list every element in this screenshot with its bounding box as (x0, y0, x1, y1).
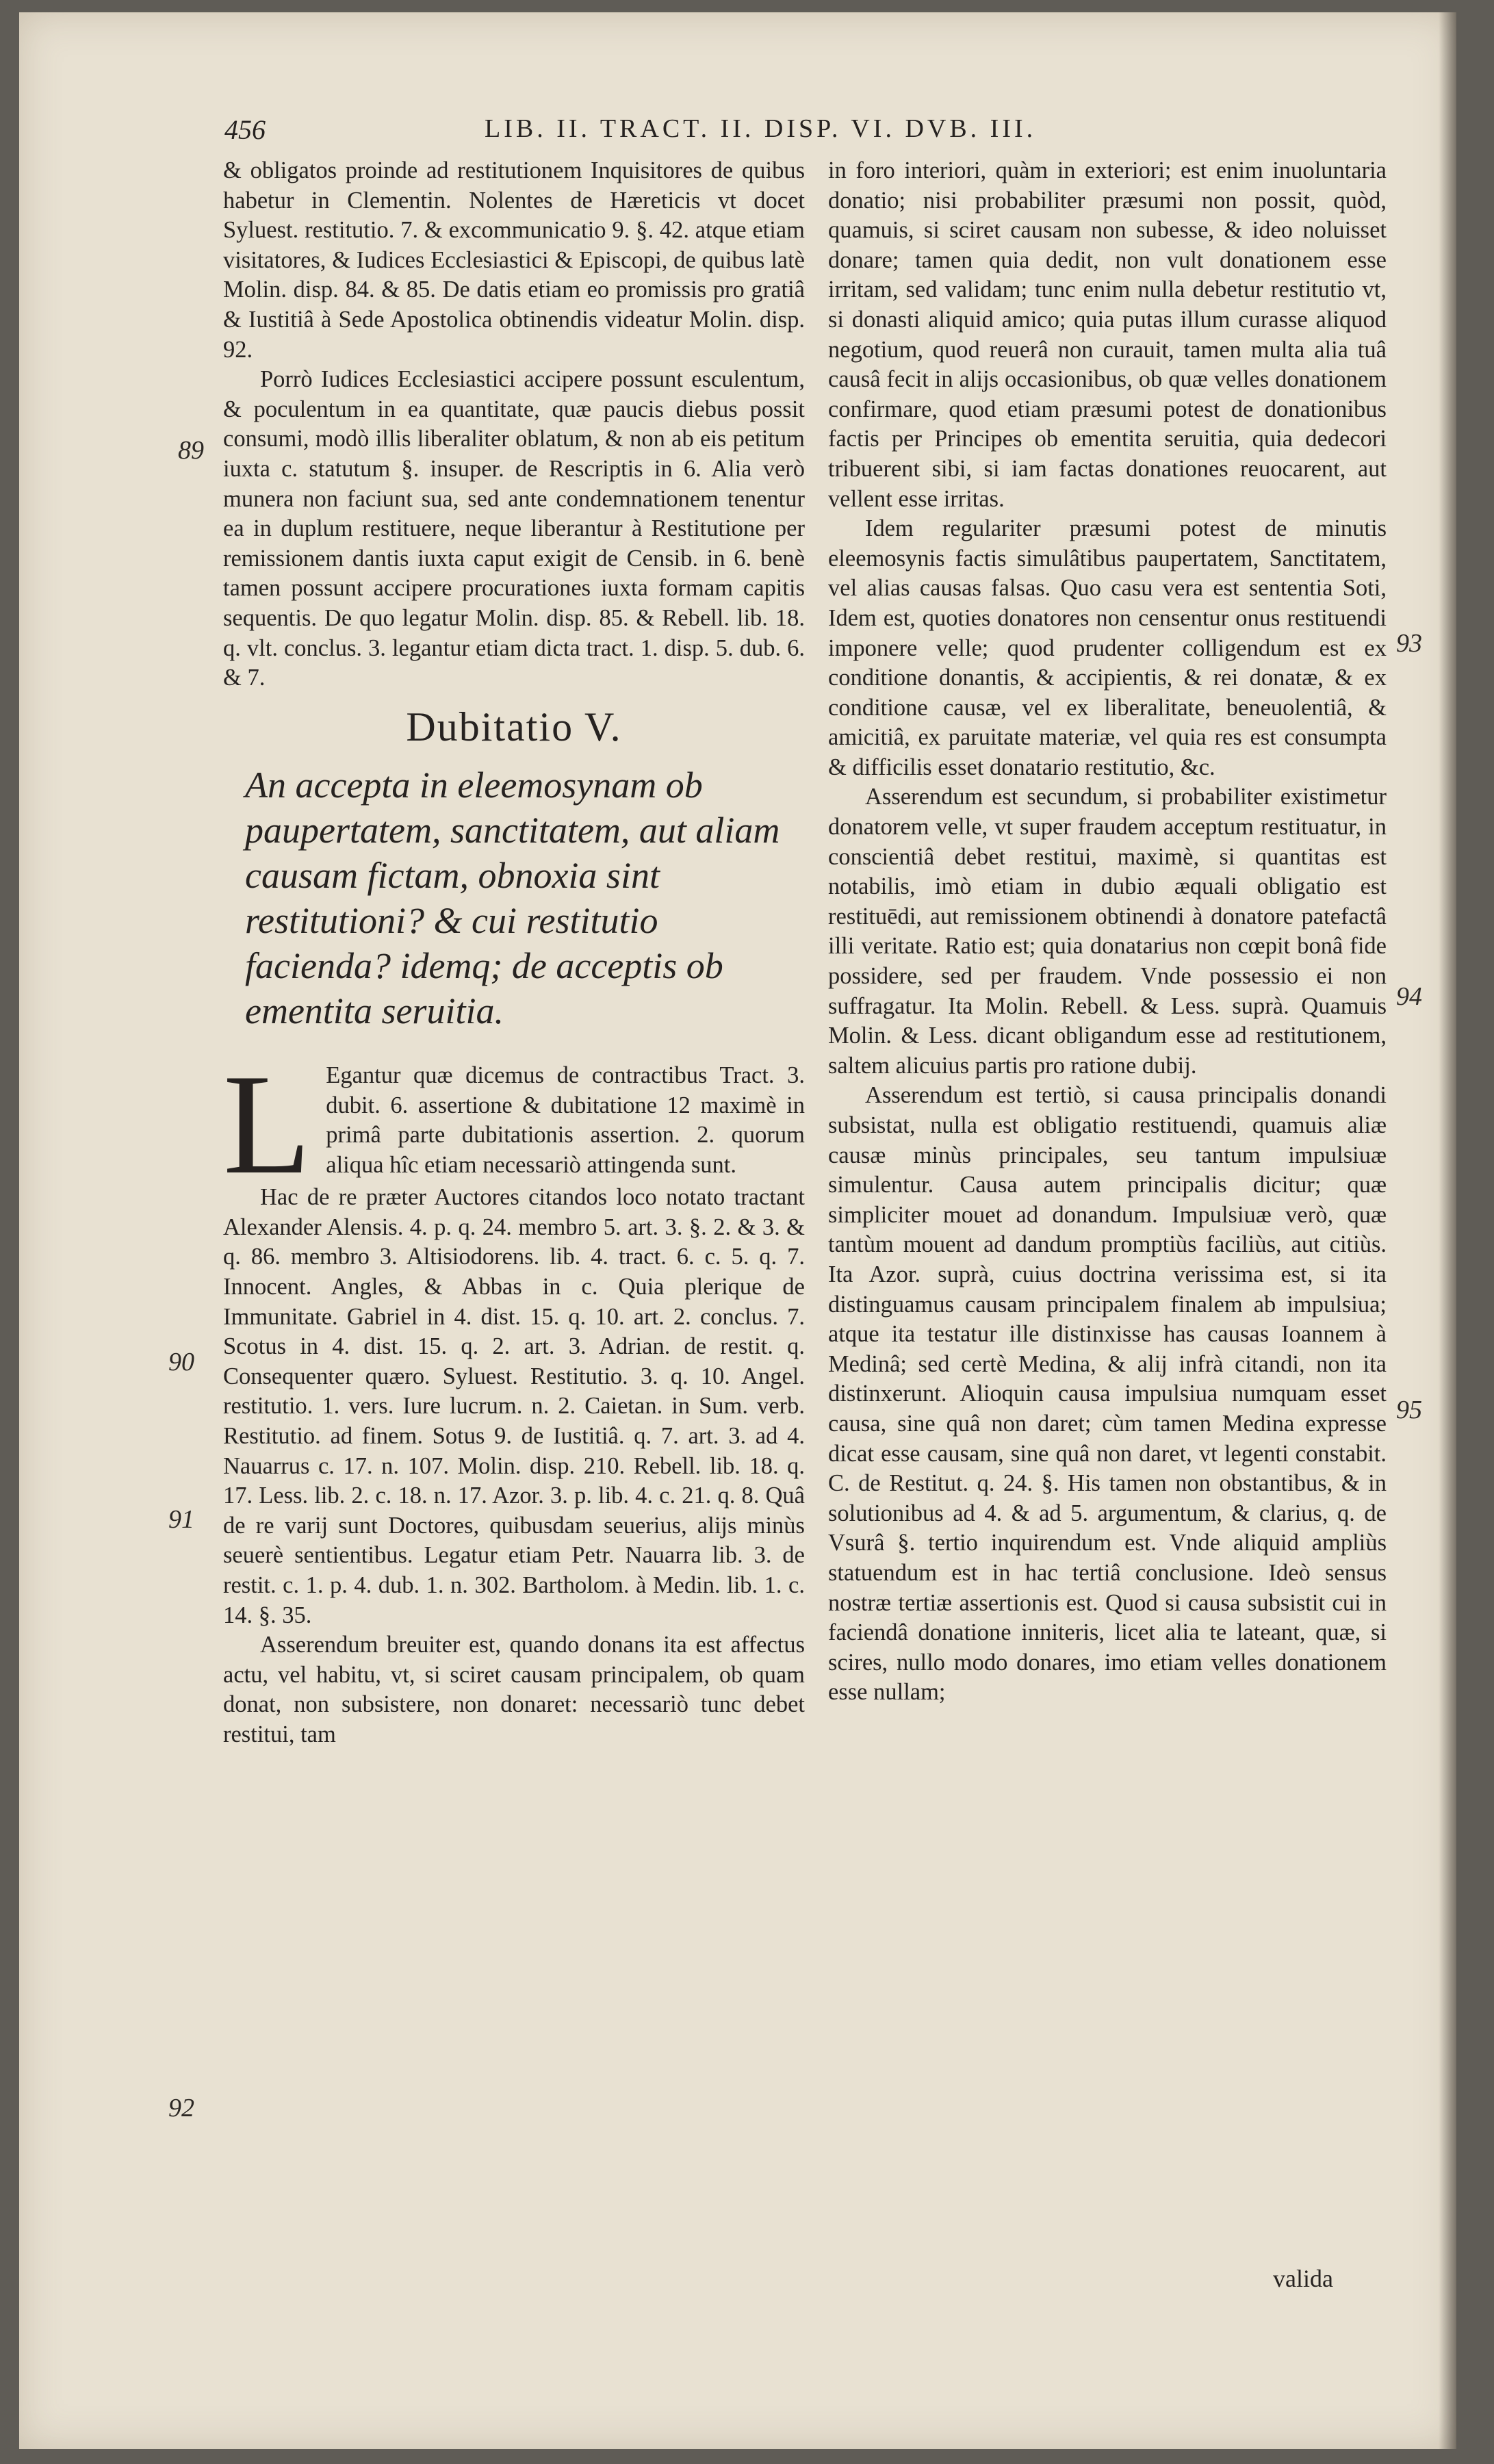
page-number: 456 (224, 114, 266, 145)
margin-number-95: 95 (1396, 1396, 1422, 1424)
margin-number-91: 91 (168, 1505, 194, 1534)
margin-number-93: 93 (1396, 629, 1422, 658)
right-paragraph-1: in foro interiori, quàm in exteriori; est enim inuoluntaria donatio; nisi probabiliter præsumi non possit, quòd, quamuis, si sciret causam non subesse, & ideo noluisset donare; tamen quia dedit, non vult donationem esse irritam, sed validam; tunc enim nulla debetur restitutio vt, si donasti aliquid amico; quia putas illum curasse aliquod negotium, quod reuerâ non curauit, tamen multa alia tuâ causâ fecit in alijs occasionibus, ob quæ velles donationem confirmare, quod etiam præsumi potest de donationibus factis per Principes ob ementita seruitia, quia dedecori tribuerent sibi, si iam factas donationes reuocarent, aut vellent esse irritas. (828, 157, 1387, 512)
left-paragraph-4: Hac de re præter Auctores citandos loco notato tractant Alexander Alensis. 4. p. q. 24. membro 5. art. 3. §. 2. & 3. & q. 86. membro 3. Altisiodorens. lib. 4. tract. 6. c. 5. q. 7. Innocent. Angles, & Abbas in c. Quia plerique de Immunitate. Gabriel in 4. dist. 15. q. 10. art. 2. conclus. 7. Scotus in 4. dist. 15. q. 2. art. 3. Adrian. de restit. q. Consequenter quæro. Syluest. Restitutio. 3. q. 10. Angel. restitutio. 1. vers. Iure lucrum. n. 2. Caietan. in Sum. verb. Restitutio. ad finem. Sotus 9. de Iustitiâ. q. 7. art. 3. ad 4. Nauarrus c. 17. n. 107. Molin. disp. 210. Rebell. lib. 18. q. 17. Less. lib. 2. c. 18. n. 17. Azor. 3. p. lib. 4. c. 21. q. 8. Quâ de re varij sunt Doctores, quibusdam seuerius, alijs minùs seuerè sentientibus. Legatur etiam Petr. Nauarra lib. 3. de restit. c. 1. p. 4. dub. 1. n. 302. Bartholom. à Medin. lib. 1. c. 14. §. 35. (223, 1184, 805, 1628)
right-column (828, 156, 1387, 1708)
margin-number-92: 92 (168, 2094, 194, 2122)
left-paragraph-2: Porrò Iudices Ecclesiastici accipere possunt esculentum, & poculentum in ea quantitate, quæ paucis diebus possit consumi, modò illis liberaliter oblatum, & non ab eis petitum iuxta c. statutum §. insuper. de Rescriptis in 6. Alia verò munera non faciunt sua, sed ante condemnationem tenentur ea in duplum restituere, neque liberantur à Restitutione per remissionem dantis iuxta caput exigit de Censib. in 6. benè tamen possunt accipere procurationes iuxta formam capitis sequentis. De quo legatur Molin. disp. 85. & Rebell. lib. 18. q. vlt. conclus. 3. legantur etiam dicta tract. 1. disp. 5. dub. 6. & 7. (223, 366, 805, 691)
right-paragraph-3: Asserendum est secundum, si probabiliter existimetur donatorem velle, vt super fraudem acceptum restituatur, in conscientiâ debet restitui, maximè, si quantitas est notabilis, imò etiam in dubio æquali obligatio est restituēdi, aut remissionem obtinendi à donatore patefactâ illi veritate. Ratio est; quia donatarius non cœpit bonâ fide possidere, sed per fraudem. Vnde possessio ei non suffragatur. Ita Molin. Rebell. & Less. suprà. Quamuis Molin. & Less. dicant obligandum esse ad restitutionem, saltem alicuius partis pro ratione dubij. (828, 784, 1387, 1079)
right-paragraph-4: Asserendum est tertiò, si causa principalis donandi subsistat, nulla est obligatio restituendi, quamuis aliæ causæ minùs principales, seu tantum impulsiuæ simulentur. Causa autem principalis dicitur; quæ simpliciter mouet ad donandum. Impulsiuæ verò, quæ tantùm mouent ad dandum promptiùs faciliùs, aut citiùs. Ita Azor. suprà, cuius doctrina verissima est, si ita distinguamus causam principalem finalem ab impulsiua; atque ita testatur ille distinxisse has causas Ioannem à Medinâ; sed certè Medina, & alij infrà citandi, non ita distinxerunt. Alioquin causa impulsiua numquam esset causa, sine quâ non daret; cùm tamen Medina expresse dicat esse causam, sine quâ non daret, vt legenti constabit. C. de Restitut. q. 24. §. His tamen non obstantibus, & in solutionibus ad 4. & ad 5. argumentum, & clarius, q. de Vsurâ §. tertio inquirendum est. Vnde aliquid ampliùs statuendum est in hac tertiâ conclusione. Ideò sensus nostræ tertiæ assertionis est. Quod si causa subsistit cui in faciendâ donatione inniteris, licet alia te lateant, quæ, si scires, nullo modo donares, imo etiam velles donationem esse nullam; (828, 1082, 1387, 1706)
dubitatio-title: Dubitatio V. (406, 704, 622, 749)
catchword: valida (1273, 2265, 1333, 2292)
running-header (224, 114, 1217, 144)
right-paragraph-2: Idem regulariter præsumi potest de minutis eleemosynis factis simulâtibus paupertatem, Sanctitatem, vel alias causas falsas. Quo casu vera est sententia Soti, Idem est, quoties donatores non censentur onus restituendi imponere velle; quod prudenter colligendum est ex conditione donantis, & accipientis, & rei donatæ, & ex conditione causæ, vel ex liberalitate, beneuolentiâ, & amicitiâ, ex paruitate materiæ, vel quia res est consumpta & difficilis esset donatario restitutio, &c. (828, 515, 1387, 780)
dubitatio-question: An accepta in eleemosynam ob paupertatem, sanctitatem, aut aliam causam fictam, obnoxia sint restitutioni? & cui restitutio facienda? idemq; de acceptis ob ementita seruitia. (245, 765, 780, 1032)
margin-number-90: 90 (168, 1348, 194, 1376)
gutter-shadow (1439, 12, 1456, 2449)
drop-cap: L (223, 1045, 311, 1205)
margin-number-89: 89 (178, 436, 204, 465)
margin-number-94: 94 (1396, 982, 1422, 1011)
left-paragraph-3-text: Egantur quæ dicemus de contractibus Tract. 3. dubit. 6. assertione & dubitatione 12 maximè in primâ parte dubitationis assertion. 2. quorum aliqua hîc etiam necessariò attingenda sunt. (326, 1062, 805, 1179)
book-page (19, 12, 1456, 2449)
left-paragraph-5: Asserendum breuiter est, quando donans ita est affectus actu, vel habitu, vt, si sciret causam principalem, ob quam donat, non subsistere, non donaret: necessariò tunc debet restitui, tam (223, 1632, 805, 1747)
left-column (223, 156, 805, 1750)
running-title: LIB. II. TRACT. II. DISP. VI. DVB. III. (485, 114, 1037, 143)
left-paragraph-1: & obligatos proinde ad restitutionem Inquisitores de quibus habetur in Clementin. Nolentes de Hæreticis vt docet Syluest. restitutio. 7. & excommunicatio 9. §. 42. atque etiam visitatores, & Iudices Ecclesiastici & Episcopi, de quibus latè Molin. disp. 84. & 85. De datis etiam eo promissis pro gratiâ & Iustitiâ à Sede Apostolica obtinendis videatur Molin. disp. 92. (223, 157, 805, 363)
left-paragraph-3 (223, 1045, 805, 1205)
